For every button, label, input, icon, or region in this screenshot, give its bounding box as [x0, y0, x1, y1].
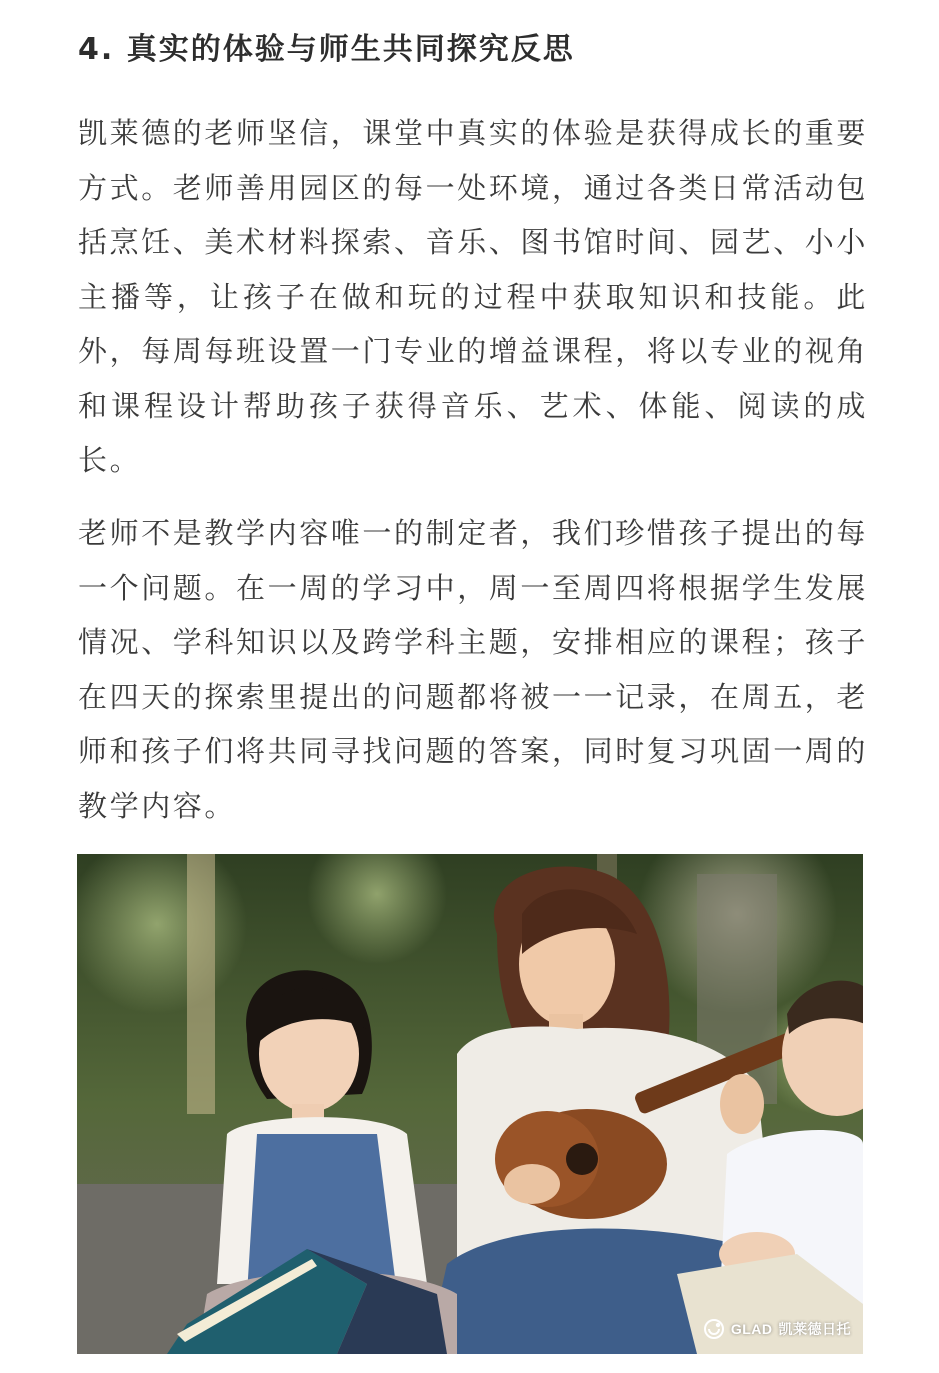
paragraph-2: 老师不是教学内容唯一的制定者，我们珍惜孩子提出的每一个问题。在一周的学习中，周一至周四将根据学生发展情况、学科知识以及跨学科主题，安排相应的课程；孩子在四天的探索里提出的问题都将被一一记录，在周五，老师和孩子们将共同寻找问题的答案，同时复习巩固一周的教学内容。 [78, 516, 869, 823]
paragraph-1: 凯莱德的老师坚信，课堂中真实的体验是获得成长的重要方式。老师善用园区的每一处环境，通过各类日常活动包括烹饪、美术材料探索、音乐、图书馆时间、园艺、小小主播等，让孩子在做和玩的过程中获取知识和技能。此外，每周每班设置一门专业的增益课程，将以专业的视角和课程设计帮助孩子获得音乐、艺术、体能、阅读的成长。 [78, 116, 869, 477]
watermark-brand: GLAD [730, 1321, 773, 1337]
section-heading: 4. 真实的体验与师生共同探究反思 [78, 32, 575, 67]
watermark-name: 凯莱德日托 [778, 1321, 851, 1337]
glad-logo-icon [703, 1318, 725, 1340]
classroom-photo [77, 854, 863, 1354]
photo-illustration [77, 854, 863, 1354]
brand-watermark [703, 1318, 851, 1340]
